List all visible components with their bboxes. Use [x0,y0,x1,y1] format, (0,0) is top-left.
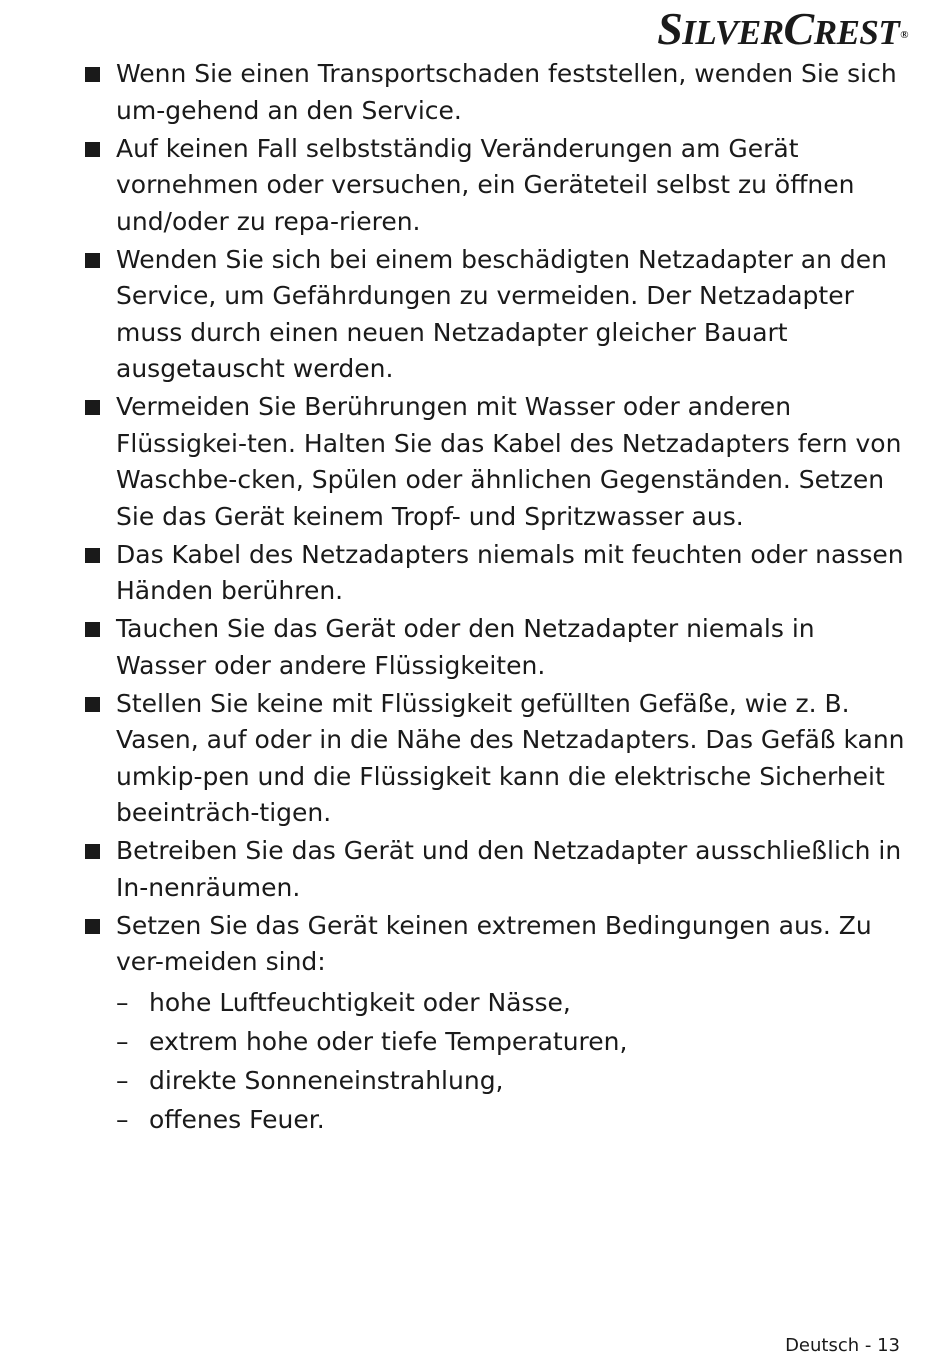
list-item: Tauchen Sie das Gerät oder den Netzadapter niemals in Wasser oder andere Flüssigkeiten. [82,611,908,684]
square-bullet-icon [85,253,100,268]
silvercrest-logo: SILVERCREST® [657,3,908,54]
square-bullet-icon [85,919,100,934]
sub-list-item: – offenes Feuer. [116,1100,908,1139]
square-bullet-icon [85,142,100,157]
list-item: Auf keinen Fall selbstständig Veränderungen am Gerät vornehmen oder versuchen, ein Geräteteil selbst zu öffnen und/oder zu repa-rieren. [82,131,908,241]
sub-list-item: – direkte Sonneneinstrahlung, [116,1061,908,1100]
bullet-list [82,56,908,1139]
sub-list [116,983,908,1139]
dash-marker: – [116,1026,129,1056]
square-bullet-icon [85,400,100,415]
list-item: Setzen Sie das Gerät keinen extremen Bedingungen aus. Zu ver-meiden sind: – hohe Luftfeuchtigkeit oder Nässe, – extrem hohe oder tiefe Temperaturen, – direkte Sonneneinstrahlung, – offenes Feuer. [82,908,908,1139]
page-number: Deutsch - 13 [785,1335,900,1356]
list-item: Stellen Sie keine mit Flüssigkeit gefüllten Gefäße, wie z. B. Vasen, auf oder in die Nähe des Netzadapters. Das Gefäß kann umkip-pen und die Flüssigkeit kann die elektrische Sicherheit beeinträch-tigen. [82,686,908,832]
list-item: Vermeiden Sie Berührungen mit Wasser oder anderen Flüssigkei-ten. Halten Sie das Kabel des Netzadapters fern von Waschbe-cken, Spülen oder ähnlichen Gegenständen. Setzen Sie das Gerät keinem Tropf- und Spritzwasser aus. [82,389,908,535]
list-item: Wenn Sie einen Transportschaden feststellen, wenden Sie sich um-gehend an den Service. [82,56,908,129]
dash-marker: – [116,987,129,1017]
list-item: Das Kabel des Netzadapters niemals mit feuchten oder nassen Händen berühren. [82,537,908,610]
list-item: Wenden Sie sich bei einem beschädigten Netzadapter an den Service, um Gefährdungen zu vermeiden. Der Netzadapter muss durch einen neuen Netzadapter gleicher Bauart ausgetauscht werden. [82,242,908,388]
square-bullet-icon [85,844,100,859]
safety-instructions [82,56,908,1140]
square-bullet-icon [85,622,100,637]
dash-marker: – [116,1104,129,1134]
sub-list-item: – hohe Luftfeuchtigkeit oder Nässe, [116,983,908,1022]
square-bullet-icon [85,67,100,82]
sub-list-item: – extrem hohe oder tiefe Temperaturen, [116,1022,908,1061]
square-bullet-icon [85,697,100,712]
list-item: Betreiben Sie das Gerät und den Netzadapter ausschließlich in In-nenräumen. [82,833,908,906]
square-bullet-icon [85,548,100,563]
dash-marker: – [116,1065,129,1095]
